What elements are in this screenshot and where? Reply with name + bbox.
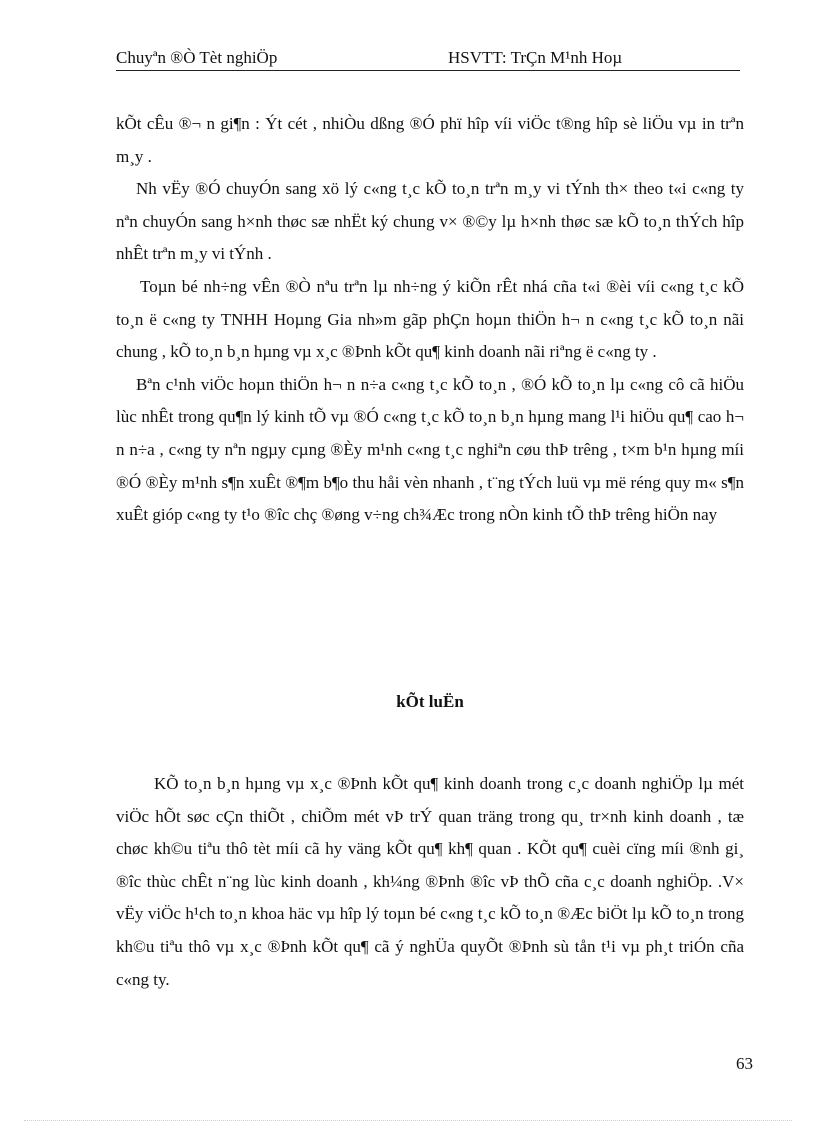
page-bottom-edge [24, 1120, 792, 1121]
page-number: 63 [736, 1054, 753, 1073]
paragraph: Bªn c¹nh viÖc hoµn thiÖn h¬ n n÷a c«ng t¸c kÕ to¸n , ®Ó kÕ to¸n lµ c«ng cô cã hiÖu lùc nhÊt trong qu¶n lý kinh tÕ vµ ®Ó c«ng t¸c kÕ to¸n b¸n hµng mang l¹i hiÖu qu¶ cao h¬ n n÷a , c«ng ty nªn ngµy cµng ®Èy m¹nh c«ng t¸c nghiªn cøu thÞ trêng , t×m b¹n hµng míi ®Ó ®Èy m¹nh s¶n xuÊt ®¶m b¶o thu håi vèn nhanh , t¨ng tÝch luü vµ më réng quy m« s¶n xuÊt gióp c«ng ty t¹o ®îc chç ®øng v÷ng ch¾Æc trong nÒn kinh tÕ thÞ trêng hiÖn nay [116, 374, 744, 525]
paragraph: Nh vËy ®Ó chuyÓn sang xö lý c«ng t¸c kÕ to¸n trªn m¸y vi tÝnh th× theo t«i c«ng ty nªn chuyÓn sang h×nh thøc sæ nhËt ký chung v× ®©y lµ h×nh thøc sæ kÕ to¸n thÝch hîp nhÊt trªn m¸y vi tÝnh . [116, 179, 744, 264]
paragraph: Toµn bé nh÷ng vÊn ®Ò nªu trªn lµ nh÷ng ý kiÕn rÊt nhá cña t«i ®èi víi c«ng t¸c kÕ to¸n ë c«ng ty TNHH Hoµng Gia nh»m gãp phÇn hoµn thiÖn h¬ n c«ng t¸c kÕ to¸n nãi chung , kÕ to¸n b¸n hµng vµ x¸c ®Þnh kÕt qu¶ kinh doanh nãi riªng ë c«ng ty . [116, 276, 744, 362]
body-text [116, 108, 744, 532]
conclusion-body [116, 768, 744, 996]
conclusion-paragraph: KÕ to¸n b¸n hµng vµ x¸c ®Þnh kÕt qu¶ kinh doanh trong c¸c doanh nghiÖp lµ mét viÖc hÕt søc cÇn thiÕt , chiÕm mét vÞ trÝ quan träng trong qu¸ tr×nh kinh doanh , tæ chøc kh©u tiªu thô tèt míi cã hy väng kÕt qu¶ kh¶ quan . KÕt qu¶ cuèi cïng míi ®nh gi¸ ®îc thùc chÊt n¨ng lùc kinh doanh , kh¼ng ®Þnh ®îc vÞ thÕ cña c¸c doanh nghiÖp. .V× vËy viÖc h¹ch to¸n khoa häc vµ hîp lý toµn bé c«ng t¸c kÕ to¸n ®Æc biÖt lµ kÕ to¸n trong kh©u tiªu thô vµ x¸c ®Þnh kÕt qu¶ cã ý nghÜa quyÕt ®Þnh sù tån t¹i vµ ph¸t triÓn cña c«ng ty. [116, 774, 744, 989]
header-student-name: HSVTT: TrÇn M¹nh Hoµ [448, 48, 623, 67]
conclusion-heading: kÕt luËn [396, 692, 464, 711]
page-header [116, 48, 740, 72]
paragraph: kÕt cÊu ®¬ n gi¶n : Ýt cét , nhiÒu dßng ®Ó phï hîp víi viÖc t®ng hîp sè liÖu vµ in trªn m¸y . [116, 114, 744, 166]
header-document-type: Chuyªn ®Ò Tèt nghiÖp [116, 48, 278, 67]
header-divider [116, 70, 740, 71]
